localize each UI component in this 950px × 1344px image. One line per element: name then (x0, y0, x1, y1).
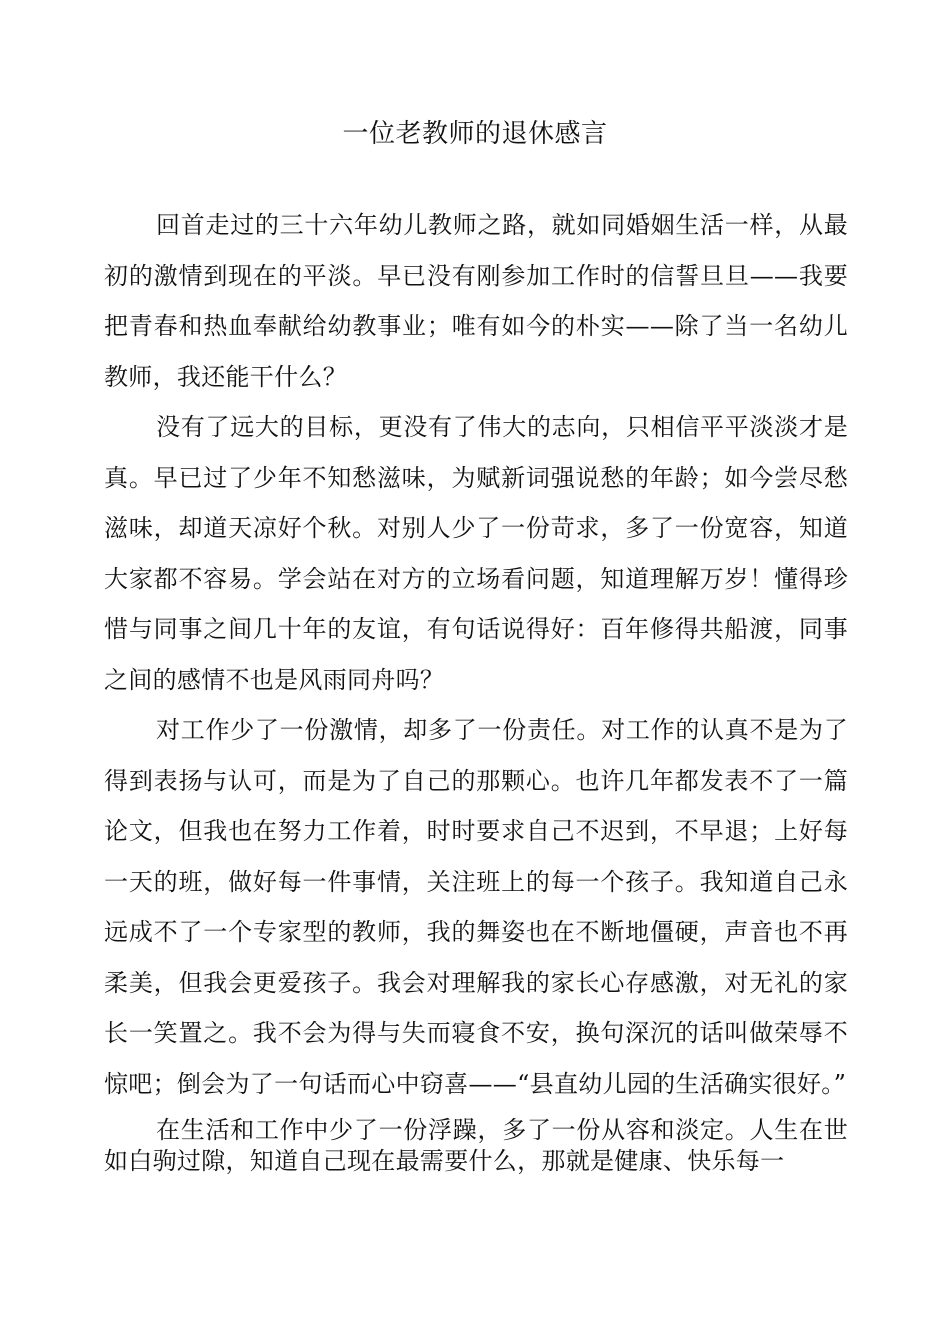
paragraph-2: 没有了远大的目标，更没有了伟大的志向，只相信平平淡淡才是真。早已过了少年不知愁滋味，为赋新词强说愁的年龄；如今尝尽愁滋味，却道天凉好个秋。对别人少了一份苛求，多了一份宽容，知道大家都不容易。学会站在对方的立场看问题，知道理解万岁！懂得珍惜与同事之间几十年的友谊，有句话说得好：百年修得共船渡，同事之间的感情不也是风雨同舟吗？ (104, 413, 848, 694)
paragraph-4: 在生活和工作中少了一份浮躁，多了一份从容和淡定。人生在世如白驹过隙，知道自己现在最需要什么，那就是健康、快乐每一 (104, 1116, 848, 1175)
paragraph-1: 回首走过的三十六年幼儿教师之路，就如同婚姻生活一样，从最初的激情到现在的平淡。早已没有刚参加工作时的信誓旦旦——我要把青春和热血奉献给幼教事业；唯有如今的朴实——除了当一名幼儿教师，我还能干什么？ (104, 211, 848, 391)
document-title: 一位老教师的退休感言 (342, 119, 608, 149)
paragraph-3: 对工作少了一份激情，却多了一份责任。对工作的认真不是为了得到表扬与认可，而是为了自己的那颗心。也许几年都发表不了一篇论文，但我也在努力工作着，时时要求自己不迟到，不早退；上好每一天的班，做好每一件事情，关注班上的每一个孩子。我知道自己永远成不了一个专家型的教师，我的舞姿也在不断地僵硬，声音也不再柔美，但我会更爱孩子。我会对理解我的家长心存感激，对无礼的家长一笑置之。我不会为得与失而寝食不安，换句深沉的话叫做荣辱不惊吧；倒会为了一句话而心中窃喜——“县直幼儿园的生活确实很好。” (104, 716, 848, 1098)
document-body (104, 200, 848, 1177)
